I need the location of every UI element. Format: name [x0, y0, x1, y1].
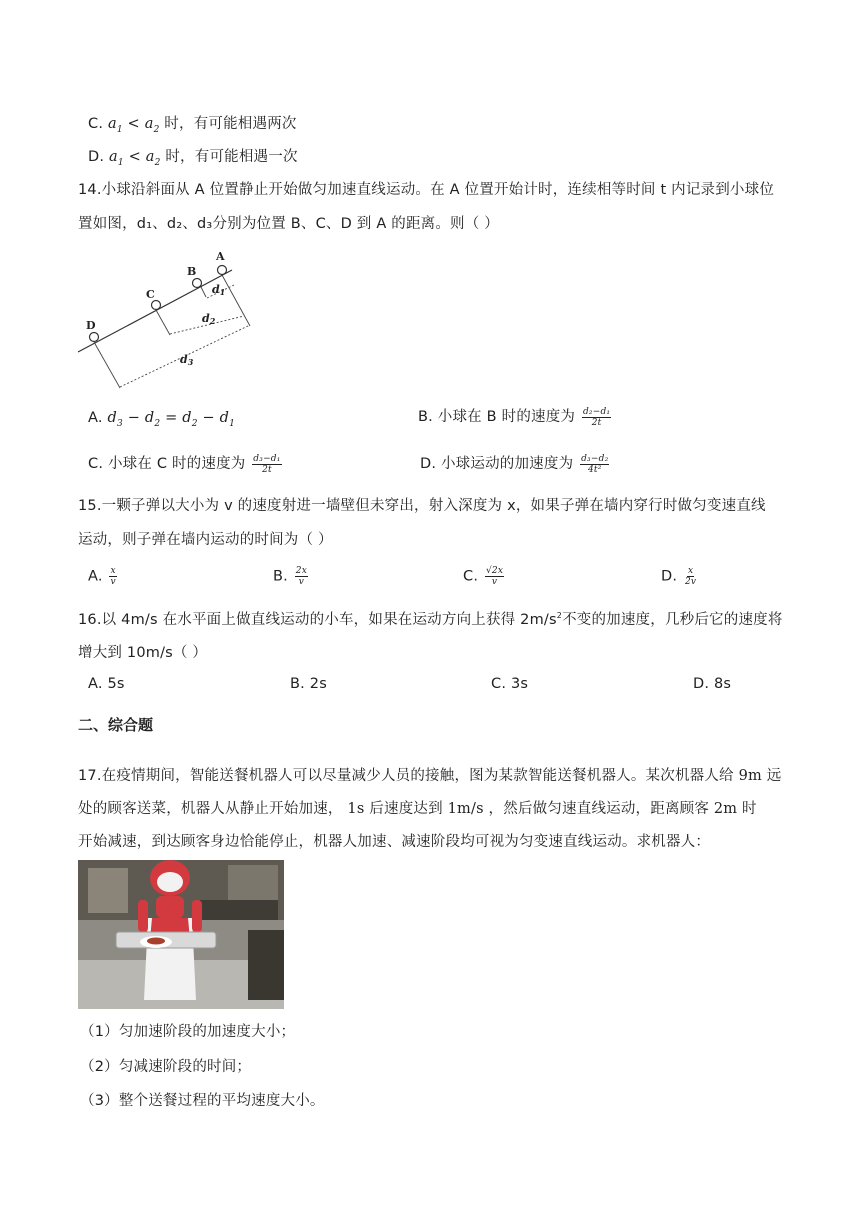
- incline-line: [78, 270, 232, 352]
- q13-option-c: [88, 112, 297, 135]
- q15-stem-line2: 运动，则子弹在墙内运动的时间为（ ）: [78, 532, 333, 548]
- q13-option-c-prefix: C.: [88, 116, 108, 132]
- section-title: 二、综合题: [78, 716, 154, 734]
- q16-stem-line1: [78, 608, 783, 629]
- q17-sub-1: （1）匀加速阶段的加速度大小；: [80, 1024, 296, 1040]
- ball-d: [90, 333, 99, 342]
- q17-stem-line1: [78, 764, 781, 785]
- q14-option-c-fraction: $\frac{\text{d₃−d₁}}{2t}$: [253, 453, 281, 475]
- robot-illustration: [78, 860, 284, 1009]
- q14-option-d-fraction: $\frac{\text{d₃−d₂}}{\text{4t²}}$: [581, 453, 609, 475]
- q15-option-d-fraction: $\frac{x}{2v}$: [684, 566, 697, 587]
- q17-stem2-m3: 2m: [713, 801, 738, 817]
- q15-option-b-prefix: B.: [273, 568, 293, 585]
- q16-stem-sup: 2: [556, 611, 563, 621]
- ball-c: [152, 301, 161, 310]
- q17-stem-line3: 开始减速，到达顾客身边恰能停止，机器人加速、减速阶段均可视为匀变速直线运动。求机器人：: [78, 834, 711, 850]
- q16-stem-part-a: 16.以 4m/s 在水平面上做直线运动的小车，如果在运动方向上获得 2m/s: [78, 612, 557, 628]
- q15-option-b-fraction: $\frac{2x}{v}$: [295, 566, 307, 587]
- q14-option-a-math: $d_3 - d_2 = d_2 - d_1$: [107, 410, 236, 429]
- q15-stem-line1: 15.一颗子弹以大小为 v 的速度射进一墙壁但未穿出，射入深度为 x，如果子弹在墙内穿行时做匀变速直线: [78, 498, 766, 514]
- q13-option-d-math: $a_1 < a_2$: [108, 149, 161, 168]
- q17-stem2-a: 处的顾客送菜，机器人从静止开始加速，: [78, 801, 348, 817]
- q14-option-a: [88, 410, 235, 429]
- q14-option-b-fraction: $\frac{\text{d₂−d₁}}{2t}$: [582, 406, 611, 428]
- q13-option-c-math: $a_1 < a_2$: [107, 116, 160, 135]
- q13-option-d-prefix: D.: [88, 149, 109, 165]
- q14-option-c-prefix: C. 小球在 C 时的速度为: [88, 456, 251, 472]
- robot-photo: [78, 860, 284, 1009]
- q14-option-a-prefix: A.: [88, 410, 108, 426]
- label-a: A: [216, 250, 225, 263]
- q14-option-d: [420, 452, 611, 475]
- q13-option-d: [88, 145, 298, 168]
- q16-option-b: B. 2s: [290, 676, 327, 692]
- q17-stem2-m2: 1m/s: [447, 801, 484, 817]
- q15-option-c-fraction: $\frac{√2x}{v}$: [485, 566, 504, 587]
- q17-stem2-c: ，然后做匀速直线运动，距离顾客: [483, 801, 714, 817]
- q17-stem1-b: 远: [761, 768, 782, 784]
- q14-option-d-prefix: D. 小球运动的加速度为: [420, 456, 579, 472]
- q16-option-c: C. 3s: [491, 676, 529, 692]
- q15-option-c: [463, 566, 506, 587]
- q17-stem2-b: 后速度达到: [364, 801, 448, 817]
- label-d1: d1: [212, 283, 226, 297]
- q16-stem-part-b: 不变的加速度，几秒后它的速度将: [562, 612, 783, 628]
- q14-option-b: [418, 405, 613, 428]
- q17-stem-line2: [78, 797, 757, 818]
- q16-option-a: A. 5s: [88, 676, 125, 692]
- q14-option-b-prefix: B. 小球在 B 时的速度为: [418, 409, 580, 425]
- label-c: C: [146, 288, 155, 301]
- label-d2: d2: [202, 312, 216, 326]
- q17-sub-3: （3）整个送餐过程的平均速度大小。: [80, 1093, 325, 1109]
- q13-option-c-suffix: 时，有可能相遇两次: [159, 116, 297, 132]
- q14-incline-figure: [74, 248, 264, 394]
- q16-option-d: D. 8s: [693, 676, 732, 692]
- ball-a: [218, 266, 227, 275]
- ball-b: [193, 279, 202, 288]
- q15-option-a-fraction: $\frac{x}{v}$: [110, 566, 116, 587]
- label-b: B: [187, 265, 197, 278]
- q15-option-c-prefix: C.: [463, 568, 483, 585]
- q16-stem-line2: 增大到 10m/s（ ）: [78, 645, 208, 661]
- q17-stem1-m: 9m: [738, 768, 762, 784]
- q17-stem2-d: 时: [737, 801, 757, 817]
- q17-stem1-a: 17.在疫情期间，智能送餐机器人可以尽量减少人员的接触，图为某款智能送餐机器人。某次机器人给: [78, 768, 739, 784]
- q14-stem-line1: 14.小球沿斜面从 A 位置静止开始做匀加速直线运动。在 A 位置开始计时，连续相等时间 t 内记录到小球位: [78, 182, 775, 198]
- q14-option-c: [88, 452, 284, 475]
- q15-option-d: [661, 566, 699, 587]
- label-d: D: [86, 319, 96, 332]
- q15-option-b: [273, 566, 310, 587]
- q17-sub-2: （2）匀减速阶段的时间；: [80, 1059, 252, 1075]
- label-d3: d3: [180, 353, 194, 367]
- q15-option-d-prefix: D.: [661, 568, 682, 585]
- q13-option-d-suffix: 时，有可能相遇一次: [160, 149, 298, 165]
- q14-stem-line2: 置如图，d₁、d₂、d₃分别为位置 B、C、D 到 A 的距离。则（ ）: [78, 216, 499, 232]
- q17-stem2-m1: 1s: [347, 801, 365, 817]
- q15-option-a: [88, 566, 119, 587]
- q15-option-a-prefix: A.: [88, 568, 108, 585]
